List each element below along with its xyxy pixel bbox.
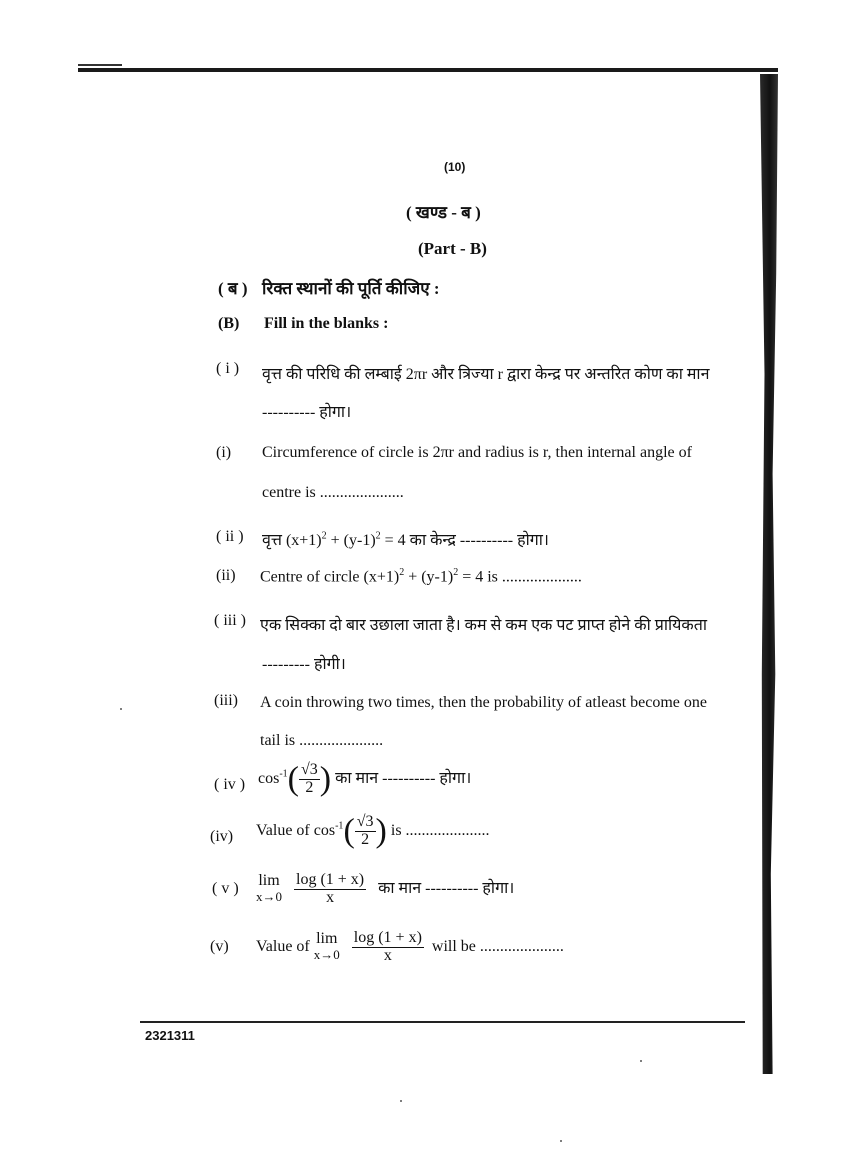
- q5-hindi-fraction: $\frac{\log (1 + x)}{x}$: [296, 871, 365, 906]
- q3-hindi-line1: एक सिक्का दो बार उछाला जाता है। कम से कम एक पट प्राप्त होने की प्रायिकता: [260, 617, 707, 634]
- q2-english-marker: (ii): [216, 567, 236, 584]
- footer-rule: [140, 1021, 745, 1023]
- q5-english-pre: Value of: [256, 937, 310, 955]
- q4-hindi-post: का मान ---------- होगा।: [335, 769, 472, 787]
- q2-english-post: = 4 is ....................: [458, 568, 582, 586]
- heading-hindi: रिक्त स्थानों की पूर्ति कीजिए :: [262, 279, 440, 298]
- q2-hindi-equation: [262, 528, 549, 550]
- q3-hindi-marker: ( iii ): [214, 612, 246, 629]
- q2-hindi-exp1: 2: [321, 530, 327, 542]
- q4-hindi-fraction: $\frac{√3}{2}$: [301, 761, 318, 796]
- q2-english-mid: + (y-1): [404, 568, 454, 586]
- q2-english-exp2: 2: [453, 567, 459, 578]
- q2-english-exp1: 2: [399, 567, 405, 578]
- q2-english-equation: [260, 567, 582, 586]
- q1-english-marker: (i): [216, 444, 232, 461]
- q4-hindi-inv: -1: [279, 768, 288, 780]
- q2-hindi-mid: + (y-1): [326, 532, 376, 549]
- q1-english-line2: centre is .....................: [262, 484, 404, 501]
- top-edge-rule-short: [78, 64, 122, 66]
- q5-hindi-expression: [256, 872, 514, 907]
- q2-hindi-pre: वृत्त (x+1): [262, 532, 322, 549]
- heading-hindi-marker: ( ब ): [218, 279, 248, 298]
- q1-hindi-marker: ( i ): [216, 360, 240, 377]
- section-title-english: (Part - B): [418, 239, 487, 258]
- q4-english-inv: -1: [335, 820, 344, 832]
- q4-english-fraction: $\frac{√3}{2}$: [356, 813, 374, 848]
- q3-hindi-line2: --------- होगी।: [262, 656, 346, 673]
- q5-hindi-limit: lim x→0: [256, 872, 282, 904]
- q4-hindi-cos: cos: [258, 769, 280, 787]
- q1-hindi-line2: ---------- होगा।: [262, 404, 352, 421]
- heading-english-marker: (B): [218, 315, 240, 332]
- footer-code: 2321311: [145, 1028, 195, 1043]
- q1-english-line1: Circumference of circle is 2πr and radius is r, then internal angle of: [262, 444, 692, 461]
- q4-english-cos: cos: [313, 821, 336, 839]
- q3-english-line2: tail is .....................: [260, 732, 384, 749]
- q3-english-marker: (iii): [214, 692, 238, 709]
- q4-english-pre: Value of: [256, 821, 310, 839]
- q4-english-expression: Value of $\cos^{-1}$( $\frac{√3}{2}$ ) is .....................: [256, 812, 490, 850]
- page-number: (10): [444, 160, 466, 174]
- q4-english-post: is .....................: [390, 821, 490, 839]
- q2-english-pre: Centre of circle (x+1): [260, 568, 400, 586]
- q1-hindi-line1: वृत्त की परिधि की लम्बाई 2πr और त्रिज्या r द्वारा केन्द्र पर अन्तरित कोण का मान: [262, 366, 710, 383]
- q4-hindi-marker: ( iv ): [214, 776, 246, 793]
- scan-speck: [400, 1100, 402, 1102]
- top-edge-rule: [78, 68, 778, 72]
- q5-english-post: will be .....................: [431, 937, 564, 955]
- section-title-hindi: ( खण्ड - ब ): [406, 203, 481, 222]
- scan-speck: [560, 1140, 562, 1142]
- q5-hindi-post: का मान ---------- होगा।: [378, 879, 515, 897]
- q2-hindi-exp2: 2: [375, 530, 381, 542]
- q2-hindi-marker: ( ii ): [216, 528, 244, 545]
- scan-speck: [640, 1060, 642, 1062]
- q3-english-line1: A coin throwing two times, then the probability of atleast become one: [260, 694, 708, 711]
- scan-speck: [120, 708, 122, 710]
- q5-english-limit: lim x→0: [313, 930, 340, 962]
- q5-english-fraction: $\frac{\log (1 + x)}{x}$: [353, 929, 422, 964]
- q5-english-marker: (v): [210, 938, 229, 955]
- q2-hindi-post: = 4 का केन्द्र ---------- होगा।: [380, 532, 549, 549]
- q4-english-marker: (iv): [210, 828, 234, 845]
- q4-hindi-expression: $\cos^{-1}$( $\frac{√3}{2}$ ) का मान ---------- होगा।: [258, 760, 472, 798]
- q5-english-expression: [256, 930, 564, 965]
- q5-hindi-marker: ( v ): [212, 880, 239, 897]
- heading-english: Fill in the blanks :: [264, 315, 389, 332]
- right-binding-edge: [760, 74, 778, 1074]
